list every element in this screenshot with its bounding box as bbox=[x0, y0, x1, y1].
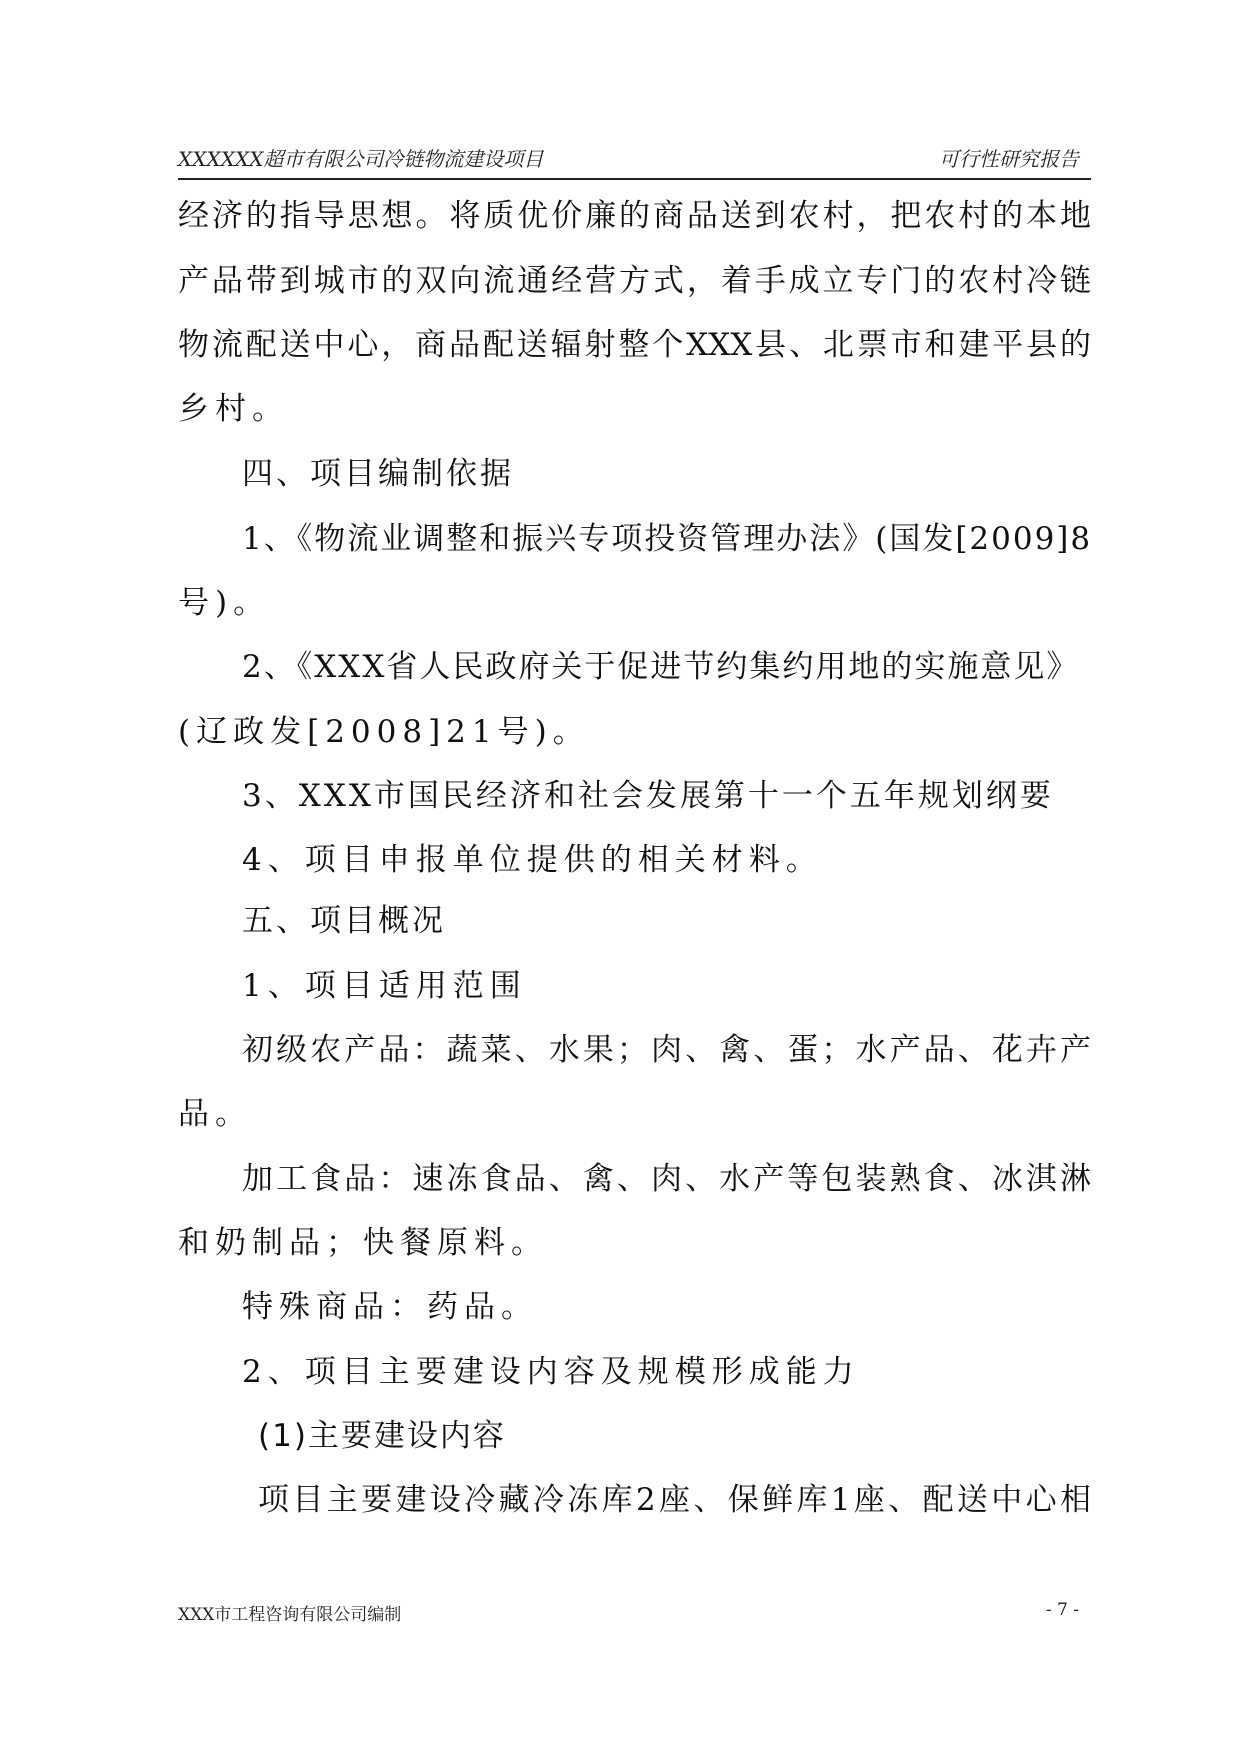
footer-compiler: XXX市工程咨询有限公司编制 bbox=[178, 1605, 402, 1625]
subsection-scope: 1、项目适用范围 bbox=[242, 968, 527, 1004]
page-header bbox=[178, 142, 1091, 180]
section-heading-4: 四、项目编制依据 bbox=[242, 456, 514, 492]
paragraph-line: 产品带到城市的双向流通经营方式，着手成立专门的农村冷链 bbox=[178, 263, 1091, 299]
page-number: - 7 - bbox=[1045, 1600, 1079, 1620]
header-report-type: 可行性研究报告 bbox=[939, 147, 1079, 171]
subsection-construction: 2、项目主要建设内容及规模形成能力 bbox=[242, 1354, 860, 1390]
paragraph-line: 物流配送中心，商品配送辐射整个XXX县、北票市和建平县的 bbox=[178, 327, 1091, 363]
scope-primary-products: 初级农产品：蔬菜、水果；肉、禽、蛋；水产品、花卉产 bbox=[242, 1032, 1091, 1068]
subsection-main-content: (1)主要建设内容 bbox=[258, 1418, 506, 1454]
paragraph-line: 乡村。 bbox=[178, 391, 289, 427]
section-heading-5: 五、项目概况 bbox=[242, 903, 446, 939]
basis-item-3: 3、XXX市国民经济和社会发展第十一个五年规划纲要 bbox=[242, 778, 1054, 814]
paragraph-line: 经济的指导思想。将质优价廉的商品送到农村，把农村的本地 bbox=[178, 198, 1091, 234]
basis-item-2-cont: (辽政发[2008]21号)。 bbox=[178, 714, 590, 750]
page-footer bbox=[178, 1600, 1091, 1624]
scope-processed-food-cont: 和奶制品；快餐原料。 bbox=[178, 1225, 548, 1261]
basis-item-2: 2、《XXX省人民政府关于促进节约集约用地的实施意见》 bbox=[242, 649, 1080, 685]
header-project-title: XXXXXX超市有限公司冷链物流建设项目 bbox=[178, 147, 544, 171]
scope-processed-food: 加工食品：速冻食品、禽、肉、水产等包装熟食、冰淇淋 bbox=[242, 1161, 1091, 1197]
basis-item-4: 4、项目申报单位提供的相关材料。 bbox=[242, 842, 823, 878]
scope-special-goods: 特殊商品：药品。 bbox=[242, 1289, 538, 1325]
basis-item-1-cont: 号)。 bbox=[178, 585, 271, 621]
main-content-paragraph: 项目主要建设冷藏冷冻库2座、保鲜库1座、配送中心相 bbox=[258, 1482, 1091, 1518]
basis-item-1: 1、《物流业调整和振兴专项投资管理办法》(国发[2009]8 bbox=[242, 521, 1093, 557]
scope-primary-products-cont: 品。 bbox=[178, 1096, 252, 1132]
